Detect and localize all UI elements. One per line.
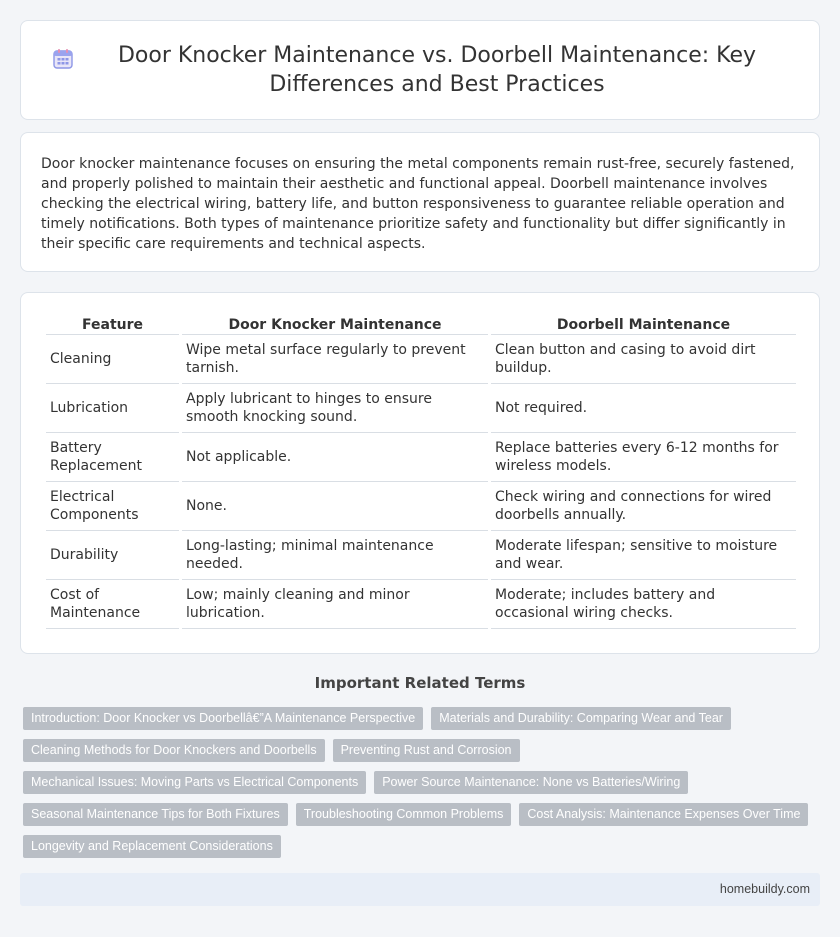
table-row <box>46 531 796 580</box>
feature-cell: Durability <box>46 531 179 580</box>
feature-cell: Battery Replacement <box>46 433 179 482</box>
comparison-table-card <box>20 292 820 654</box>
related-term-tag[interactable]: Troubleshooting Common Problems <box>296 803 512 826</box>
related-term-tag[interactable]: Cleaning Methods for Door Knockers and Doorbells <box>23 739 325 762</box>
door-knocker-cell: Long-lasting; minimal maintenance needed. <box>182 531 488 580</box>
table-row <box>46 580 796 629</box>
feature-cell: Electrical Components <box>46 482 179 531</box>
related-term-tag[interactable]: Longevity and Replacement Considerations <box>23 835 281 858</box>
footer-site-link[interactable]: homebuildy.com <box>719 882 810 896</box>
related-term-tag[interactable]: Preventing Rust and Corrosion <box>333 739 520 762</box>
related-term-tag[interactable]: Cost Analysis: Maintenance Expenses Over Time <box>519 803 808 826</box>
header-doorbell: Doorbell Maintenance <box>491 317 796 335</box>
door-knocker-cell: Not applicable. <box>182 433 488 482</box>
feature-cell: Lubrication <box>46 384 179 433</box>
title-card <box>20 20 820 120</box>
related-term-tag[interactable]: Materials and Durability: Comparing Wear and Tear <box>431 707 731 730</box>
calendar-icon <box>51 47 75 71</box>
related-term-tag[interactable]: Power Source Maintenance: None vs Batteries/Wiring <box>374 771 688 794</box>
related-term-tag[interactable]: Seasonal Maintenance Tips for Both Fixtures <box>23 803 288 826</box>
comparison-table <box>43 317 799 629</box>
header-door-knocker: Door Knocker Maintenance <box>182 317 488 335</box>
intro-card <box>20 132 820 272</box>
page-title: Door Knocker Maintenance vs. Doorbell Maintenance: Key Differences and Best Practices <box>117 43 757 97</box>
header-feature: Feature <box>46 317 179 335</box>
related-term-tag[interactable]: Introduction: Door Knocker vs Doorbellâ€”A Maintenance Perspective <box>23 707 423 730</box>
footer-bar <box>20 873 820 906</box>
table-row <box>46 433 796 482</box>
door-knocker-cell: Apply lubricant to hinges to ensure smooth knocking sound. <box>182 384 488 433</box>
table-row <box>46 335 796 384</box>
doorbell-cell: Replace batteries every 6-12 months for wireless models. <box>491 433 796 482</box>
table-header-row <box>46 317 796 335</box>
table-row <box>46 482 796 531</box>
door-knocker-cell: Low; mainly cleaning and minor lubrication. <box>182 580 488 629</box>
table-row <box>46 384 796 433</box>
door-knocker-cell: None. <box>182 482 488 531</box>
related-term-tag[interactable]: Mechanical Issues: Moving Parts vs Electrical Components <box>23 771 366 794</box>
doorbell-cell: Clean button and casing to avoid dirt buildup. <box>491 335 796 384</box>
doorbell-cell: Not required. <box>491 384 796 433</box>
door-knocker-cell: Wipe metal surface regularly to prevent tarnish. <box>182 335 488 384</box>
related-terms-list <box>23 707 813 858</box>
doorbell-cell: Moderate; includes battery and occasional wiring checks. <box>491 580 796 629</box>
title-row <box>21 21 819 119</box>
feature-cell: Cleaning <box>46 335 179 384</box>
doorbell-cell: Check wiring and connections for wired doorbells annually. <box>491 482 796 531</box>
doorbell-cell: Moderate lifespan; sensitive to moisture and wear. <box>491 531 796 580</box>
related-terms-heading: Important Related Terms <box>314 674 526 692</box>
feature-cell: Cost of Maintenance <box>46 580 179 629</box>
intro-paragraph: Door knocker maintenance focuses on ensuring the metal components remain rust-free, securely fastened, and properly polished to maintain their aesthetic and functional appeal. Doorbell maintenance involves checking the electrical wiring, battery life, and button responsiveness to guarantee reliable operation and timely notifications. Both types of maintenance prioritize safety and functionality but differ significantly in their specific care requirements and technical aspects. <box>41 156 795 252</box>
